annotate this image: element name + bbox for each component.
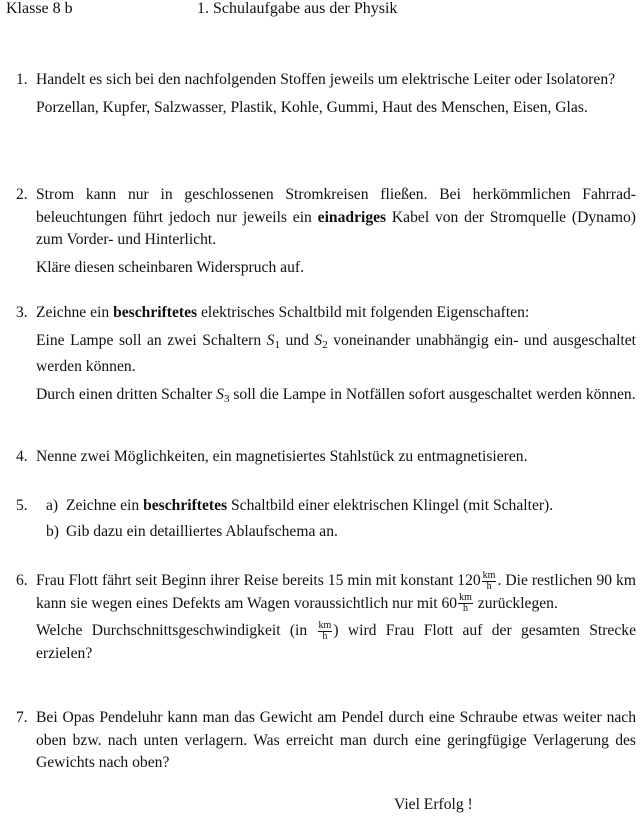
question-body: [36, 495, 636, 547]
fraction-denominator: h: [486, 580, 492, 592]
text-segment: und: [279, 331, 315, 349]
question-text: Bei Opas Pendeluhr kann man das Gewicht am Pendel durch eine Schraube etwas weiter nach oben bzw. nach unten verlagern. Was erreicht man durch eine geringfügige Verlagerung des Gewichts nach oben?: [36, 709, 636, 771]
text-segment: Eine Lampe soll an zwei Schaltern: [36, 331, 267, 349]
question-condition: [36, 384, 636, 411]
text-segment: zurücklegen.: [473, 594, 558, 612]
question-number: 4.: [16, 448, 28, 465]
question-number: 5.: [16, 497, 28, 514]
question-body: [36, 69, 636, 119]
question-body: [36, 707, 636, 775]
switch-variable: S: [266, 331, 275, 349]
unit-fraction: [458, 593, 473, 614]
text-segment: ) wird Frau Flott auf der gesamten Strecke erzielen?: [36, 622, 636, 662]
question-5: [16, 495, 638, 547]
question-task: Kläre diesen scheinbaren Widerspruch auf.: [36, 258, 304, 276]
unit-fraction: [318, 621, 333, 642]
question-text: [36, 302, 636, 325]
switch-variable: S: [314, 331, 323, 349]
text-segment: Frau Flott fährt seit Beginn ihrer Reise bereits 15 min mit konstant 120: [36, 572, 481, 589]
question-number: 2.: [16, 186, 28, 203]
question-body: [36, 302, 636, 410]
bold-text: einadriges: [317, 208, 387, 226]
switch-subscript: 1: [274, 338, 280, 351]
question-number: 1.: [16, 71, 28, 88]
subquestion-b: [36, 521, 636, 547]
text-segment: Welche Durchschnittsgeschwindigkeit (in: [36, 622, 317, 639]
text-segment: Kabel von der Stromquelle (Dynamo) zum Vorder- und Hinterlicht.: [36, 208, 637, 248]
question-text: [36, 570, 636, 615]
question-number: 3.: [16, 304, 28, 321]
class-label: Klasse 8 b: [6, 0, 73, 17]
unit-fraction: [482, 571, 497, 592]
bold-text: beschriftetes: [143, 497, 228, 514]
text-segment: . Die restlichen 90 km kann sie wegen eines Defekts am Wagen voraussichtlich nur mit 60: [36, 572, 636, 612]
question-task: [36, 620, 636, 665]
subquestion-label: a): [46, 497, 59, 514]
question-text: Nenne zwei Möglichkeiten, ein magnetisiertes Stahlstück zu entmagnetisieren.: [36, 448, 528, 465]
text-segment: Zeichne ein: [66, 497, 144, 514]
subquestion-a: [36, 495, 636, 521]
text-segment: voneinander unabhängig ein- und ausgeschaltet werden können.: [36, 331, 636, 375]
question-text: Handelt es sich bei den nachfolgenden Stoffen jeweils um elektrische Leiter oder Isolatoren?: [36, 71, 616, 88]
subquestion-label: b): [46, 523, 59, 540]
question-body: [36, 570, 636, 665]
text-segment: Zeichne ein: [36, 304, 114, 321]
text-segment: Strom kann nur in geschlossenen Stromkreisen fließen. Bei herkömmlichen Fahrradbeleuchtungen führt jedoch nur jeweils ein: [36, 186, 636, 226]
question-text: [36, 184, 636, 252]
text-segment: soll die Lampe in Notfällen sofort ausgeschaltet werden können.: [229, 385, 636, 403]
question-condition: [36, 330, 636, 379]
fraction-numerator: km: [318, 619, 332, 631]
bold-text: beschriftetes: [113, 304, 198, 321]
question-number: 7.: [16, 709, 28, 726]
text-segment: Durch einen dritten Schalter: [36, 385, 217, 403]
switch-subscript: 2: [322, 338, 328, 351]
text-segment: elektrisches Schaltbild mit folgenden Eigenschaften:: [197, 304, 530, 321]
fraction-denominator: h: [322, 630, 328, 642]
switch-variable: S: [216, 385, 224, 403]
fraction-numerator: km: [459, 592, 472, 604]
question-body: [36, 446, 636, 469]
text-segment: Schaltbild einer elektrischen Klingel (mit Schalter).: [227, 497, 554, 514]
exam-title: 1. Schulaufgabe aus der Physik: [197, 0, 398, 17]
material-list: Porzellan, Kupfer, Salzwasser, Plastik, Kohle, Gummi, Haut des Menschen, Eisen, Glas.: [36, 98, 588, 116]
question-number: 6.: [16, 572, 28, 589]
fraction-numerator: km: [482, 569, 496, 581]
question-body: [36, 184, 636, 279]
fraction-denominator: h: [463, 603, 468, 615]
closing-remark: Viel Erfolg !: [394, 796, 473, 813]
text-segment: Gib dazu ein detailliertes Ablaufschema an.: [66, 523, 338, 540]
switch-subscript: 3: [223, 392, 230, 405]
